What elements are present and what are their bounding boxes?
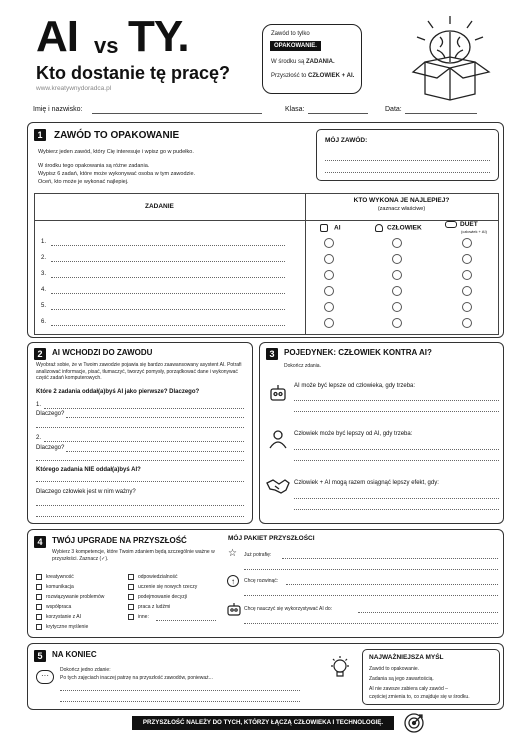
title-vs: vs (94, 33, 119, 58)
s3-a: AI może być lepsze od człowieka, gdy trzeba: (294, 383, 416, 389)
s2-n2: 2. (36, 435, 42, 441)
competence-label: rozwiązywanie problemów (46, 594, 105, 600)
pack-title: MÓJ PAKIET PRZYSZŁOŚCI (228, 535, 315, 542)
radio-ai[interactable] (324, 238, 334, 248)
s1-p2: Wypisz 6 zadań, które może wykonywać osoba w tym zawodzie. (38, 171, 196, 177)
title-ty: TY. (128, 12, 189, 61)
radio-ai[interactable] (324, 254, 334, 264)
s3-intro: Dokończ zdania. (284, 363, 321, 369)
s2-why1: Dlaczego? (36, 411, 65, 417)
answer-line[interactable] (294, 498, 499, 499)
row-label: 3. (41, 271, 47, 277)
competence-label: komunikacja (46, 584, 74, 590)
row-label: 2. (41, 255, 47, 261)
radio-duo[interactable] (462, 238, 472, 248)
answer-line[interactable] (36, 505, 244, 506)
answer-line[interactable] (60, 690, 300, 691)
website-text: www.kreatywnydoradca.pl (36, 85, 112, 92)
col-who-sub: (zaznacz właściwe) (377, 206, 426, 212)
person-icon (268, 429, 288, 449)
key-line1: Zawód to opakowanie. (369, 666, 420, 672)
target-icon (403, 712, 425, 734)
pack-2: Chcę rozwinąć: (244, 578, 279, 584)
section-title: AI WCHODZI DO ZAWODU (52, 348, 153, 357)
answer-line[interactable] (66, 417, 244, 418)
checkbox[interactable] (36, 594, 42, 600)
answer-line[interactable] (36, 427, 244, 428)
footer-banner: PRZYSZŁOŚĆ NALEŻY DO TYCH, KTÓRZY ŁĄCZĄ CZŁOWIEKA I TECHNOLOGIĘ. (132, 716, 394, 730)
answer-line[interactable] (36, 516, 244, 517)
section-title: ZAWÓD TO OPAKOWANIE (54, 130, 180, 141)
s5-intro: Dokończ jedno zdanie: (60, 667, 111, 673)
name-field[interactable] (92, 113, 262, 114)
answer-line[interactable] (294, 460, 499, 461)
arrow-up-icon: ↑ (227, 575, 239, 587)
key-line4: częściej zmienia to, co znajduje się w środku. (369, 694, 470, 700)
date-field[interactable] (405, 113, 477, 114)
answer-line[interactable] (44, 408, 244, 409)
s2-q1: Które 2 zadania oddał(a)byś AI jako pierwsze? Dlaczego? (36, 389, 200, 395)
radio-human[interactable] (392, 270, 402, 280)
competence-label: współpraca (46, 604, 72, 610)
my-job-box[interactable] (316, 129, 499, 181)
robot-icon (268, 383, 288, 403)
checkbox[interactable] (36, 584, 42, 590)
s3-c: Człowiek + AI mogą razem osiągnąć lepszy efekt, gdy: (294, 480, 439, 486)
date-label: Data: (385, 106, 402, 113)
competence-label: korzystanie z AI (46, 614, 82, 620)
star-icon: ☆ (228, 548, 237, 559)
section-number: 4 (34, 536, 46, 548)
checkbox[interactable] (36, 614, 42, 620)
my-job-label: MÓJ ZAWÓD: (325, 137, 368, 144)
s2-q2: Którego zadania NIE oddał(a)byś AI? (36, 467, 141, 473)
checkbox[interactable] (128, 594, 134, 600)
answer-line[interactable] (60, 701, 300, 702)
checkbox[interactable] (128, 584, 134, 590)
option-human: CZŁOWIEK (375, 224, 422, 232)
section-number: 1 (34, 129, 46, 141)
answer-line[interactable] (244, 569, 498, 570)
section-title: POJEDYNEK: CZŁOWIEK KONTRA AI? (284, 348, 432, 357)
bubble-line2: W środku są ZADANIA. (271, 59, 335, 65)
answer-line[interactable] (36, 460, 244, 461)
quote-bubble (262, 24, 362, 94)
competence-label: odpowiedzialność (138, 574, 178, 580)
pack-3: Chcę nauczyć się wykorzystywać AI do: (244, 606, 333, 612)
class-label: Klasa: (285, 106, 305, 113)
competence-label: podejmowanie decyzji (138, 594, 187, 600)
answer-line[interactable] (294, 400, 499, 401)
answer-line[interactable] (294, 411, 499, 412)
answer-line[interactable] (286, 584, 498, 585)
brain-box-illustration (395, 12, 505, 102)
bubble-highlight: OPAKOWANIE. (270, 41, 321, 51)
answer-line[interactable] (44, 441, 244, 442)
s5-line: Po tych zajęciach inaczej patrzę na przyszłość zawodów, ponieważ... (60, 675, 213, 681)
bubble-line1: Zawód to tylko (271, 31, 310, 37)
s3-b: Człowiek może być lepszy od AI, gdy trzeba: (294, 431, 413, 437)
answer-line[interactable] (294, 509, 499, 510)
person-icon (375, 224, 383, 232)
row-label: 6. (41, 319, 47, 325)
s2-intro: Wyobraź sobie, że w Twoim zawodzie pojawia się bardzo zaawansowany asystent AI. Potrafi analizować informacje, pisać, tłumaczyć, tworzyć pomysły, porządkować dane i wykonywać część zadań komputerowych. (36, 362, 242, 381)
checkbox[interactable] (128, 604, 134, 610)
radio-human[interactable] (392, 318, 402, 328)
competence-label: inne: (138, 614, 149, 620)
handshake-icon (266, 477, 290, 495)
radio-human[interactable] (392, 238, 402, 248)
key-thought-box (362, 649, 500, 705)
section-5 (27, 643, 504, 710)
s1-p1: W środku tego opakowania są różne zadania. (38, 163, 150, 169)
section-number: 2 (34, 348, 46, 360)
radio-ai[interactable] (324, 318, 334, 328)
option-duo-sub: (człowiek + AI) (461, 229, 487, 234)
task-line[interactable] (51, 277, 285, 278)
section-number: 5 (34, 650, 46, 662)
s2-why2: Dlaczego? (36, 445, 65, 451)
checkbox[interactable] (36, 574, 42, 580)
s1-p3: Oceń, kto może je wykonać najlepiej. (38, 179, 129, 185)
task-line[interactable] (51, 309, 285, 310)
col-who-header: KTO WYKONA JE NAJLEPIEJ? (353, 197, 450, 204)
section-number: 3 (266, 348, 278, 360)
answer-line[interactable] (244, 623, 498, 624)
lightbulb-icon (328, 654, 352, 682)
section-4 (27, 529, 504, 638)
radio-duo[interactable] (462, 286, 472, 296)
answer-line[interactable] (358, 612, 498, 613)
row-label: 4. (41, 287, 47, 293)
option-duo: DUET (445, 221, 478, 228)
key-line2: Zadania są jego zawartością. (369, 676, 434, 682)
radio-ai[interactable] (324, 286, 334, 296)
answer-line[interactable] (244, 595, 498, 596)
competence-label: uczenie się nowych rzeczy (138, 584, 198, 590)
radio-duo[interactable] (462, 254, 472, 264)
radio-ai[interactable] (324, 270, 334, 280)
radio-human[interactable] (392, 254, 402, 264)
radio-human[interactable] (392, 302, 402, 312)
s2-q3: Dlaczego człowiek jest w nim ważny? (36, 489, 136, 495)
answer-line[interactable] (294, 449, 499, 450)
name-label: Imię i nazwisko: (33, 106, 83, 113)
section-3 (259, 342, 504, 524)
speech-bubble-icon: ··· (36, 670, 54, 684)
competence-label: praca z ludźmi (138, 604, 171, 610)
option-ai: AI (320, 224, 341, 232)
checkbox[interactable] (36, 624, 42, 630)
robot-icon (320, 224, 328, 232)
competence-label: kreatywność (46, 574, 74, 580)
task-table (34, 193, 499, 335)
bubble-line3: Przyszłość to CZŁOWIEK + AI. (271, 73, 355, 79)
checkbox[interactable] (128, 614, 134, 620)
task-line[interactable] (51, 261, 285, 262)
task-line[interactable] (51, 245, 285, 246)
answer-line[interactable] (36, 481, 244, 482)
radio-duo[interactable] (462, 318, 472, 328)
row-label: 1. (41, 239, 47, 245)
checkbox[interactable] (128, 574, 134, 580)
handshake-icon (445, 221, 457, 228)
s2-n1: 1. (36, 402, 42, 408)
radio-duo[interactable] (462, 270, 472, 280)
section-title: TWÓJ UPGRADE NA PRZYSZŁOŚĆ (52, 536, 187, 545)
other-field[interactable] (156, 620, 216, 621)
robot-icon (226, 601, 242, 617)
class-field[interactable] (308, 113, 368, 114)
row-label: 5. (41, 303, 47, 309)
section-title: NA KONIEC (52, 650, 97, 659)
s1-intro: Wybierz jeden zawód, który Cię interesuje i wpisz go w pudełko. (38, 149, 194, 155)
col-task-header: ZADANIE (145, 203, 174, 210)
page-subtitle: Kto dostanie tę pracę? (36, 63, 231, 83)
s4-intro: Wybierz 3 kompetencje, które Twoim zdaniem będą szczególnie ważne w przyszłości. Zaznacz (✓). (52, 549, 215, 562)
answer-line[interactable] (282, 558, 498, 559)
competence-label: krytyczne myślenie (46, 624, 89, 630)
key-line3: AI nie zawsze zabiera cały zawód – (369, 686, 448, 692)
radio-ai[interactable] (324, 302, 334, 312)
answer-line[interactable] (66, 451, 244, 452)
pack-1: Już potrafię: (244, 552, 272, 558)
title-ai: AI (36, 12, 78, 61)
checkbox[interactable] (36, 604, 42, 610)
section-2 (27, 342, 253, 524)
task-line[interactable] (51, 325, 285, 326)
key-title: NAJWAŻNIEJSZA MYŚL (369, 654, 444, 661)
task-line[interactable] (51, 293, 285, 294)
radio-duo[interactable] (462, 302, 472, 312)
radio-human[interactable] (392, 286, 402, 296)
section-1 (27, 122, 504, 338)
